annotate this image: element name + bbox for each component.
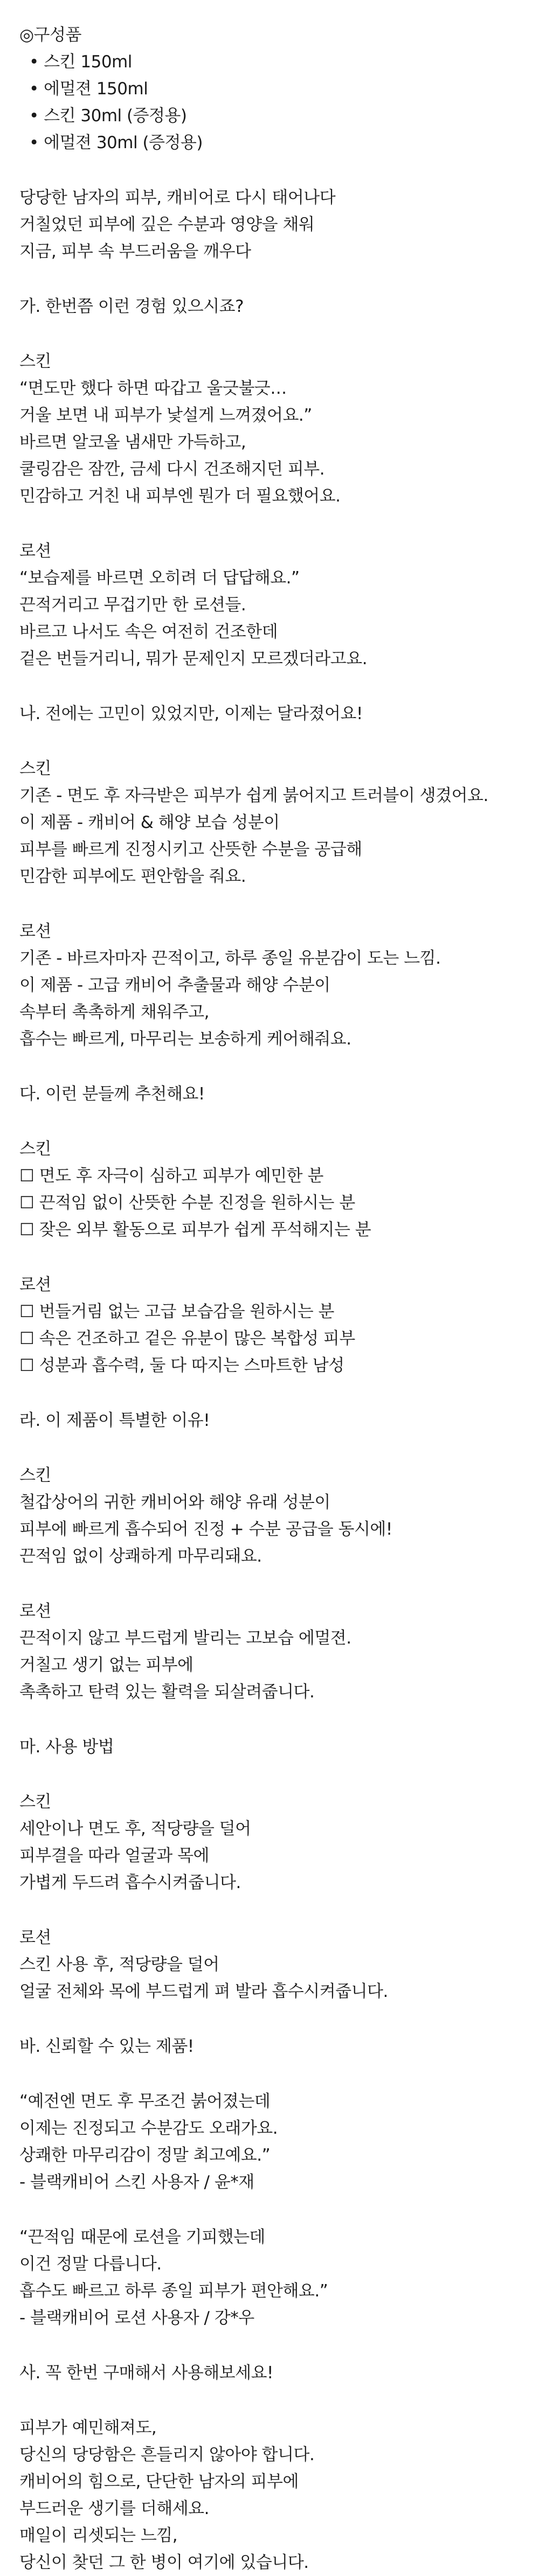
checklist-item: ☐ 번들거림 없는 고급 보습감을 원하시는 분: [19, 1302, 334, 1321]
section-heading: 사. 꼭 한번 구매해서 사용해보세요!: [19, 2363, 273, 2383]
block-line: 끈적임 없이 상쾌하게 마무리돼요.: [19, 1547, 262, 1566]
review-line: 이제는 진정되고 수분감도 오래가요.: [19, 2119, 278, 2138]
review-line: “끈적임 때문에 로션을 기피했는데: [19, 2227, 265, 2247]
block-line: 속부터 촉촉하게 채워주고,: [19, 1002, 209, 1022]
section-heading: 가. 한번쯤 이런 경험 있으시죠?: [19, 297, 244, 316]
checklist-item: ☐ 잦은 외부 활동으로 피부가 쉽게 푸석해지는 분: [19, 1220, 371, 1240]
block-line: 겉은 번들거리니, 뭐가 문제인지 모르겠더라고요.: [19, 649, 368, 669]
intro-line: 지금, 피부 속 부드러움을 깨우다: [19, 242, 251, 261]
block-line: 세안이나 면도 후, 적당량을 덜어: [19, 1819, 251, 1839]
block-line: 피부에 빠르게 흡수되어 진정 + 수분 공급을 동시에!: [19, 1520, 392, 1539]
block-line: “면도만 했다 하면 따갑고 울긋불긋…: [19, 379, 287, 398]
review-line: 이건 정말 다릅니다.: [19, 2254, 162, 2274]
block-line: 거울 보면 내 피부가 낯설게 느껴졌어요.”: [19, 406, 312, 425]
block-line: 민감하고 거친 내 피부엔 뭔가 더 필요했어요.: [19, 486, 341, 506]
checklist-item: ☐ 면도 후 자극이 심하고 피부가 예민한 분: [19, 1166, 323, 1186]
review-line: 상쾌한 마무리감이 정말 최고예요.”: [19, 2146, 271, 2165]
block-title: 로션: [19, 1275, 51, 1294]
section-heading: 바. 신뢰할 수 있는 제품!: [19, 2037, 194, 2056]
checklist-item: ☐ 성분과 흡수력, 둘 다 따지는 스마트한 남성: [19, 1356, 344, 1375]
closing-line: 캐비어의 힘으로, 단단한 남자의 피부에: [19, 2472, 299, 2491]
block-line: 기존 - 바르자마자 끈적이고, 하루 종일 유분감이 도는 느낌.: [19, 949, 441, 968]
section-heading: 다. 이런 분들께 추천해요!: [19, 1084, 205, 1104]
closing-line: 부드러운 생기를 더해세요.: [19, 2499, 209, 2518]
intro-line: 거칠었던 피부에 깊은 수분과 영양을 채워: [19, 215, 315, 234]
block-line: 기존 - 면도 후 자극받은 피부가 쉽게 붉어지고 트러블이 생겼어요.: [19, 786, 488, 805]
block-line: 거칠고 생기 없는 피부에: [19, 1655, 194, 1675]
section-heading: 나. 전에는 고민이 있었지만, 이제는 달라졌어요!: [19, 704, 363, 723]
block-line: 바르면 알코올 냄새만 가득하고,: [19, 433, 246, 452]
review-line: “예전엔 면도 후 무조건 붉어졌는데: [19, 2092, 271, 2111]
block-title: 로션: [19, 1602, 51, 1621]
checklist-item: ☐ 속은 건조하고 겉은 유분이 많은 복합성 피부: [19, 1329, 355, 1348]
component-item: • 스킨 30ml (증정용): [29, 106, 187, 126]
block-title: 로션: [19, 922, 51, 941]
section-heading: 라. 이 제품이 특별한 이유!: [19, 1411, 210, 1430]
block-line: 피부결을 따라 얼굴과 목에: [19, 1846, 209, 1865]
block-line: 끈적거리고 무겁기만 한 로션들.: [19, 595, 246, 615]
block-title: 스킨: [19, 1139, 51, 1159]
block-title: 스킨: [19, 352, 51, 371]
checklist-item: ☐ 끈적임 없이 산뜻한 수분 진정을 원하시는 분: [19, 1193, 355, 1213]
block-line: 끈적이지 않고 부드럽게 발리는 고보습 에멀젼.: [19, 1628, 351, 1648]
block-line: 흡수는 빠르게, 마무리는 보송하게 케어해줘요.: [19, 1029, 351, 1049]
review-author: - 블랙캐비어 로션 사용자 / 강*우: [19, 2308, 254, 2328]
block-line: 가볍게 두드려 흡수시켜줍니다.: [19, 1873, 241, 1892]
block-line: 촉촉하고 탄력 있는 활력을 되살려줍니다.: [19, 1682, 315, 1702]
review-line: 흡수도 빠르고 하루 종일 피부가 편안해요.”: [19, 2281, 328, 2301]
block-line: 철갑상어의 귀한 캐비어와 해양 유래 성분이: [19, 1493, 330, 1512]
closing-line: 매일이 리셋되는 느낌,: [19, 2526, 178, 2545]
closing-line: 당신의 당당함은 흔들리지 않아야 합니다.: [19, 2445, 315, 2464]
components-header: ◎구성품: [19, 25, 81, 45]
block-line: 쿨링감은 잠깐, 금세 다시 건조해지던 피부.: [19, 459, 325, 479]
closing-line: 피부가 예민해져도,: [19, 2418, 157, 2438]
component-item: • 에멀젼 30ml (증정용): [29, 133, 203, 152]
block-line: 이 제품 - 고급 캐비어 추출물과 해양 수분이: [19, 976, 330, 995]
block-title: 로션: [19, 1928, 51, 1947]
component-item: • 에멀젼 150ml: [29, 79, 148, 99]
block-line: 이 제품 - 캐비어 & 해양 보습 성분이: [19, 813, 280, 832]
block-title: 스킨: [19, 1792, 51, 1812]
block-line: 스킨 사용 후, 적당량을 덜어: [19, 1955, 219, 1974]
block-line: 피부를 빠르게 진정시키고 산뜻한 수분을 공급해: [19, 840, 362, 859]
closing-line: 당신이 찾던 그 한 병이 여기에 있습니다.: [19, 2553, 309, 2572]
block-line: 얼굴 전체와 목에 부드럽게 펴 발라 흡수시켜줍니다.: [19, 1982, 388, 2001]
section-heading: 마. 사용 방법: [19, 1737, 114, 1757]
intro-line: 당당한 남자의 피부, 캐비어로 다시 태어나다: [19, 188, 336, 207]
review-author: - 블랙캐비어 스킨 사용자 / 윤*재: [19, 2173, 254, 2192]
block-title: 스킨: [19, 1466, 51, 1485]
block-title: 스킨: [19, 759, 51, 778]
block-line: “보습제를 바르면 오히려 더 답답해요.”: [19, 568, 300, 588]
block-line: 민감한 피부에도 편안함을 줘요.: [19, 867, 246, 886]
block-line: 바르고 나서도 속은 여전히 건조한데: [19, 622, 278, 642]
block-title: 로션: [19, 541, 51, 561]
component-item: • 스킨 150ml: [29, 52, 132, 72]
